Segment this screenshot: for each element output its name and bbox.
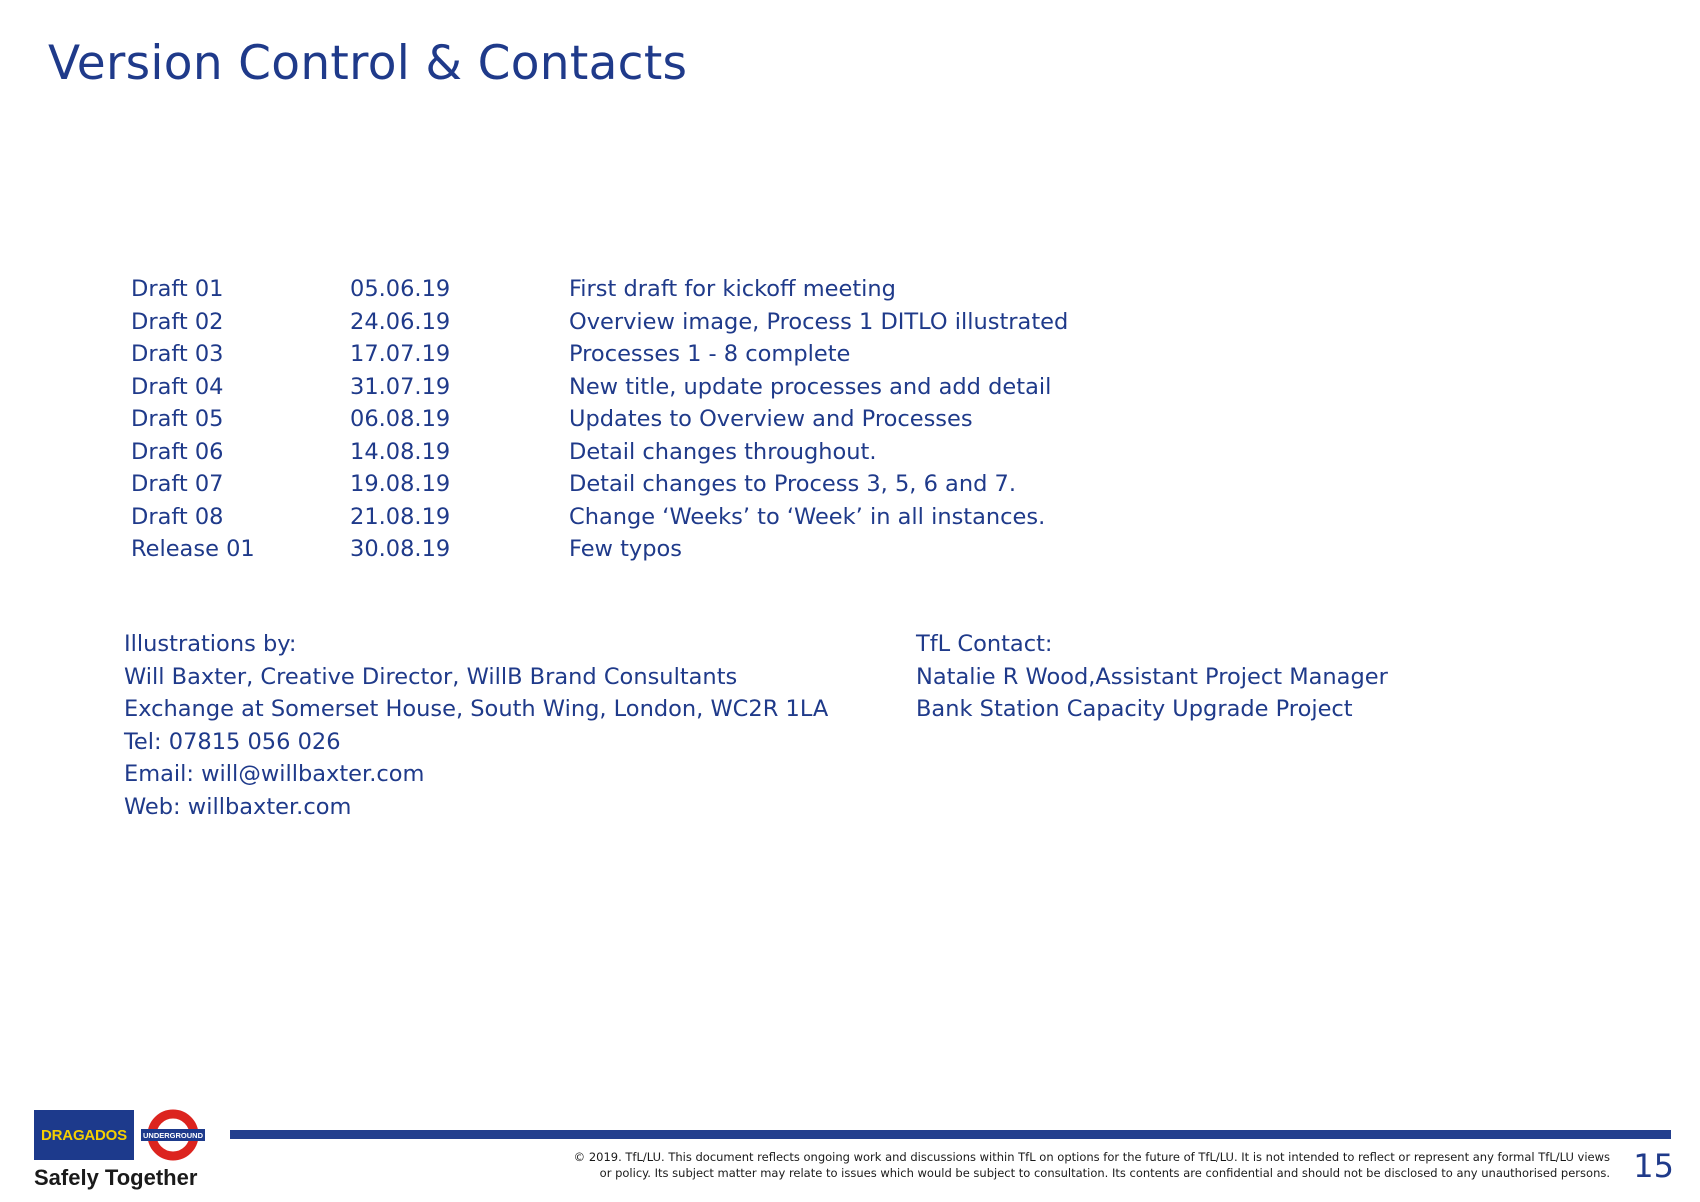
- date-cell: 31.07.19: [350, 373, 451, 400]
- disclaimer-line: © 2019. TfL/LU. This document reflects ongoing work and discussions within TfL on options for the future of TfL/LU. It is not intended to reflect or represent any formal TfL/LU views: [573, 1150, 1610, 1164]
- disclaimer-line: or policy. Its subject matter may relate to issues which would be subject to consultation. Its contents are confidential and should not be disclosed to any unauthorised persons.: [599, 1166, 1610, 1180]
- date-cell: 17.07.19: [350, 341, 451, 367]
- table-row: [131, 501, 1131, 534]
- version-history-body: [131, 273, 1131, 566]
- tfl-contact: [916, 628, 1388, 726]
- description-cell: Updates to Overview and Processes: [569, 406, 973, 432]
- description-cell: Detail changes throughout.: [569, 438, 877, 465]
- page-number: 15: [1633, 1147, 1674, 1185]
- description-cell: New title, update processes and add detail: [569, 373, 1052, 400]
- page-title: Version Control & Contacts: [48, 36, 688, 91]
- date-cell: 14.08.19: [350, 438, 451, 465]
- tfl-contact-heading: TfL Contact:: [916, 631, 1053, 657]
- table-row: [131, 533, 1131, 566]
- version-history-table: [131, 273, 1131, 566]
- disclaimer: [410, 1149, 1610, 1181]
- underground-logo-text: UNDERGROUND: [143, 1131, 203, 1140]
- version-cell: Draft 05: [131, 406, 224, 432]
- description-cell: Processes 1 - 8 complete: [569, 341, 851, 367]
- illustrator-tel: Tel: 07815 056 026: [124, 728, 341, 755]
- description-cell: Detail changes to Process 3, 5, 6 and 7.: [569, 471, 1017, 497]
- date-cell: 05.06.19: [350, 276, 451, 302]
- underground-roundel-icon: [141, 1108, 205, 1162]
- tfl-contact-name: Natalie R Wood,Assistant Project Manager: [916, 663, 1388, 690]
- version-cell: Draft 04: [131, 373, 224, 400]
- illustrator-name: Will Baxter, Creative Director, WillB Brand Consultants: [124, 663, 738, 690]
- footer-logos: [34, 1108, 209, 1196]
- version-cell: Draft 07: [131, 471, 224, 497]
- illustrator-address: Exchange at Somerset House, South Wing, London, WC2R 1LA: [124, 696, 829, 722]
- illustrations-heading: Illustrations by:: [124, 631, 297, 657]
- illustrator-web: Web: willbaxter.com: [124, 793, 352, 820]
- dragados-logo-text: DRAGADOS: [41, 1126, 127, 1144]
- version-cell: Draft 03: [131, 341, 224, 367]
- date-cell: 24.06.19: [350, 308, 451, 335]
- version-cell: Draft 01: [131, 276, 224, 302]
- description-cell: Few typos: [569, 536, 683, 562]
- date-cell: 19.08.19: [350, 471, 451, 497]
- table-row: [131, 273, 1131, 306]
- version-cell: Draft 02: [131, 308, 224, 335]
- table-row: [131, 436, 1131, 469]
- date-cell: 06.08.19: [350, 406, 451, 432]
- version-cell: Release 01: [131, 536, 255, 562]
- version-cell: Draft 06: [131, 438, 224, 465]
- tfl-contact-project: Bank Station Capacity Upgrade Project: [916, 696, 1353, 722]
- table-row: [131, 371, 1131, 404]
- description-cell: First draft for kickoff meeting: [569, 276, 896, 302]
- dragados-logo: [34, 1110, 134, 1160]
- version-cell: Draft 08: [131, 503, 224, 530]
- table-row: [131, 468, 1131, 501]
- date-cell: 21.08.19: [350, 503, 451, 530]
- footer-divider: [230, 1130, 1671, 1139]
- table-row: [131, 306, 1131, 339]
- tagline: Safely Together: [34, 1165, 198, 1190]
- illustrator-email: Email: will@willbaxter.com: [124, 761, 425, 787]
- date-cell: 30.08.19: [350, 536, 451, 562]
- illustrations-contact: [124, 628, 828, 823]
- table-row: [131, 338, 1131, 371]
- description-cell: Overview image, Process 1 DITLO illustrated: [569, 308, 1069, 335]
- table-row: [131, 403, 1131, 436]
- description-cell: Change ‘Weeks’ to ‘Week’ in all instances.: [569, 503, 1046, 530]
